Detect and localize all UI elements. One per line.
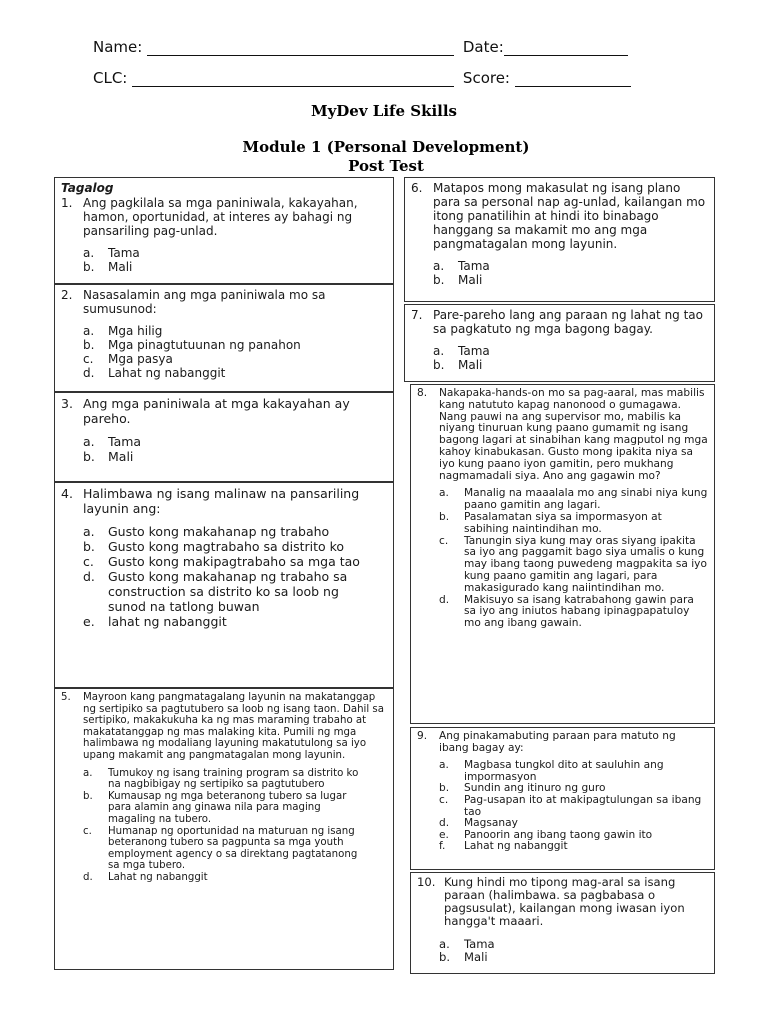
score-label: Score:: [462, 69, 510, 87]
question-7: [404, 304, 715, 382]
q6-number: 6.: [411, 181, 423, 195]
q7-option-a[interactable]: a. Tama: [433, 344, 490, 358]
date-label: Date:: [462, 38, 504, 56]
q7-option-b[interactable]: b. Mali: [433, 358, 483, 372]
q9-option-b[interactable]: b. Sundin ang itinuro ng guro: [439, 782, 606, 795]
q9-option-a[interactable]: a. Magbasa tungkol dito at sauluhin ang impormasyon: [439, 759, 664, 783]
q8-option-a[interactable]: a. Manalig na maaalala mo ang sinabi niya kung paano gamitin ang lagari.: [439, 487, 708, 512]
q6-text: Matapos mong makasulat ng isang plano para sa personal nap ag-unlad, kailangan mo itong panatilihin at hindi ito binabago hanggang sa makamit mo ang mga pangmatagalan mong layunin.: [433, 181, 706, 251]
score-blank[interactable]: [515, 72, 631, 87]
question-5: [54, 688, 394, 970]
q10-text: Kung hindi mo tipong mag-aral sa isang paraan (halimbawa. sa pagbabasa o pagsusulat), kailangan mong iwasan iyon hangga't maaari.: [444, 875, 685, 928]
q5-option-c[interactable]: c. Humanap ng oportunidad na maturuan ng isang beteranong tubero sa pagpunta sa mga youth employment agency o sa direktang pagtatanong sa mga tubero.: [83, 825, 358, 872]
q9-option-c[interactable]: c. Pag-usapan ito at makipagtulungan sa ibang tao: [439, 793, 702, 818]
clc-blank[interactable]: [132, 72, 454, 87]
question-9: [410, 727, 715, 870]
q2-option-c[interactable]: c. Mga pasya: [83, 352, 173, 366]
q9-option-e[interactable]: e. Panoorin ang ibang taong gawin ito: [439, 828, 653, 841]
q8-text: Nakapaka-hands-on mo sa pag-aaral, mas mabilis kang natututo kapag nanonood o gumagawa. Nang pauwi na ang supervisor mo, mabilis ka niyang tinuruan kung paano gumamit ng isang bagong lagari at sinabihan kang magputol ng mga kahoy kinabukasan. Gusto mong ipakita niya sa iyo kung paano iyon gamitin, pero mukhang nagmamadali siya. Ano ang gagawin mo?: [439, 387, 708, 482]
q1-number: 1.: [61, 196, 73, 210]
q1-text: Ang pagkilala sa mga paniniwala, kakayahan, hamon, oportunidad, at interes ay bahagi ng pansariling pag-unlad.: [83, 196, 358, 238]
clc-field-row: [93, 69, 631, 87]
q4-option-a[interactable]: a. Gusto kong makahanap ng trabaho: [83, 524, 330, 539]
q7-text: Pare-pareho lang ang paraan ng lahat ng tao sa pagkatuto ng mga bagong bagay.: [433, 308, 704, 336]
question-3: [54, 392, 394, 482]
question-4: [54, 482, 394, 688]
q8-number: 8.: [417, 387, 428, 399]
q7-number: 7.: [411, 308, 423, 322]
q9-text: Ang pinakamabuting paraan para matuto ng ibang bagay ay:: [439, 730, 676, 754]
q4-text: Halimbawa ng isang malinaw na pansariling layunin ang:: [83, 486, 360, 516]
q9-number: 9.: [417, 730, 428, 742]
module-title: Module 1 (Personal Development): [242, 138, 530, 156]
question-10: [410, 872, 715, 974]
q5-text: Mayroon kang pangmatagalang layunin na makatanggap ng sertipiko sa pagtutubero sa loob ng isang taon. Dahil sa sertipiko, makakukuha ka ng mas maraming trabaho at makatatanggap ng mas malaking kita. Pumili ng mga halimbawa ng modaliang layuning makatutulong sa iyo upang makamit ang pangmatagalan mong layunin.: [83, 692, 384, 761]
q3-number: 3.: [61, 396, 73, 411]
question-8: [410, 384, 715, 724]
question-2: [54, 284, 394, 392]
q2-number: 2.: [61, 288, 73, 302]
q5-option-b[interactable]: b. Kumausap ng mga beteranong tubero sa lugar para alamin ang ginawa nila para maging magaling na tubero.: [83, 790, 347, 825]
q8-option-d[interactable]: d. Makisuyo sa isang katrabahong gawin para sa iyo ang iniutos habang ipinagpapatuloy mo ang ibang gawain.: [439, 593, 694, 630]
q9-option-d[interactable]: d. Magsanay: [439, 817, 518, 830]
q10-option-b[interactable]: b. Mali: [439, 950, 488, 964]
q6-option-a[interactable]: a. Tama: [433, 259, 490, 273]
q9-option-f[interactable]: f. Lahat ng nabanggit: [439, 840, 568, 853]
q4-option-b[interactable]: b. Gusto kong magtrabaho sa distrito ko: [83, 539, 345, 554]
q2-text: Nasasalamin ang mga paniniwala mo sa sumusunod:: [83, 288, 326, 316]
test-title: Post Test: [348, 157, 424, 175]
q8-option-c[interactable]: c. Tanungin siya kung may oras siyang ipakita sa iyo ang paggamit bago siya umalis o kung may ibang taong puwedeng magpakita sa iyo kung paano gamitin ang lagari, para makasigurado kang naiintindihan mo.: [439, 534, 707, 594]
doc-title: MyDev Life Skills: [310, 102, 458, 120]
q1-option-b[interactable]: b. Mali: [83, 260, 133, 274]
q8-option-b[interactable]: b. Pasalamatan siya sa impormasyon at sabihing naintindihan mo.: [439, 510, 662, 535]
q5-option-a[interactable]: a. Tumukoy ng isang training program sa distrito ko na nagbibigay ng sertipiko sa pagtutubero: [83, 767, 359, 791]
question-1: [54, 177, 394, 284]
q4-option-c[interactable]: c. Gusto kong makipagtrabaho sa mga tao: [83, 554, 360, 569]
date-blank[interactable]: [504, 41, 628, 56]
q5-number: 5.: [61, 692, 71, 703]
language-label: Tagalog: [61, 181, 114, 195]
q1-option-a[interactable]: a. Tama: [83, 246, 140, 260]
q5-option-d[interactable]: d. Lahat ng nabanggit: [83, 871, 208, 883]
q3-text: Ang mga paniniwala at mga kakayahan ay pareho.: [83, 396, 350, 426]
q4-option-e[interactable]: e. lahat ng nabanggit: [83, 614, 227, 629]
q6-option-b[interactable]: b. Mali: [433, 273, 483, 287]
name-label: Name:: [93, 38, 143, 56]
q3-option-b[interactable]: b. Mali: [83, 449, 134, 464]
q4-number: 4.: [61, 486, 73, 501]
q10-option-a[interactable]: a. Tama: [439, 937, 495, 951]
q2-option-a[interactable]: a. Mga hilig: [83, 324, 163, 338]
name-field-row: [93, 38, 628, 56]
q10-number: 10.: [417, 875, 436, 889]
q4-option-d[interactable]: d. Gusto kong makahanap ng trabaho sa construction sa distrito ko sa loob ng sunod na tatlong buwan: [83, 569, 348, 614]
question-6: [404, 177, 715, 302]
q2-option-b[interactable]: b. Mga pinagtutuunan ng panahon: [83, 338, 301, 352]
name-blank[interactable]: [147, 41, 454, 56]
clc-label: CLC:: [93, 69, 128, 87]
q2-option-d[interactable]: d. Lahat ng nabanggit: [83, 366, 226, 380]
q3-option-a[interactable]: a. Tama: [83, 434, 142, 449]
